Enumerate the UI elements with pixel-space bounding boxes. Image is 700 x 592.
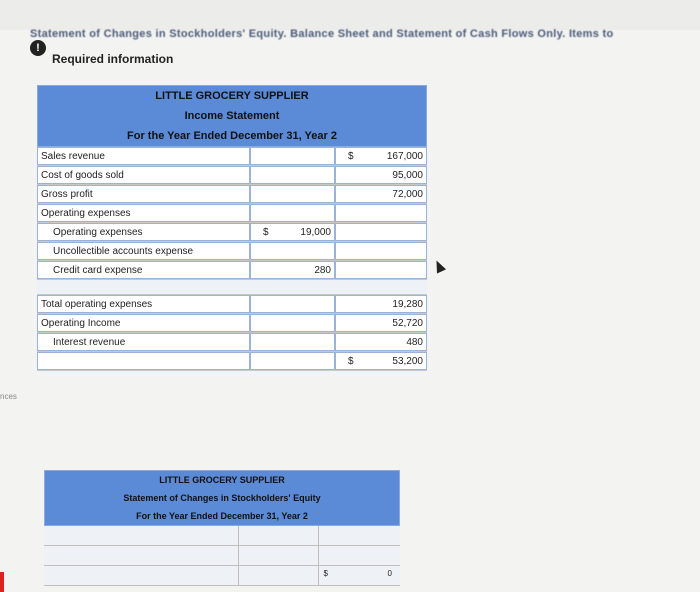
equity-cell[interactable] xyxy=(319,526,400,545)
table-row xyxy=(37,242,427,261)
info-icon: ! xyxy=(30,40,46,56)
row-label[interactable]: Sales revenue xyxy=(37,147,250,165)
amount-cell-1[interactable] xyxy=(250,352,335,370)
amount-cell-2[interactable] xyxy=(335,166,427,184)
sidebar-text: nces xyxy=(0,392,17,401)
row-label[interactable]: Operating Income xyxy=(37,314,250,332)
amount-cell-1[interactable] xyxy=(250,185,335,203)
amount-value-2: 19,280 xyxy=(392,299,423,310)
amount-cell-1[interactable] xyxy=(250,147,335,165)
equity-row xyxy=(44,566,400,586)
income-statement xyxy=(37,85,427,371)
equity-statement-period: For the Year Ended December 31, Year 2 xyxy=(136,511,308,521)
table-row xyxy=(37,166,427,185)
amount-value-2: 53,200 xyxy=(392,356,423,367)
company-name: LITTLE GROCERY SUPPLIER xyxy=(155,90,309,102)
income-statement-header xyxy=(37,85,427,147)
amount-value-2: 480 xyxy=(406,337,423,348)
tab-strip[interactable]: Statement of Changes in Stockholders' Equity. Balance Sheet and Statement of Cash Flows Only. Items to xyxy=(30,28,614,40)
table-row xyxy=(37,295,427,314)
amount-cell-2[interactable] xyxy=(335,333,427,351)
statement-title: Income Statement xyxy=(184,110,280,122)
amount-cell-1[interactable] xyxy=(250,333,335,351)
table-row xyxy=(37,352,427,371)
statement-period: For the Year Ended December 31, Year 2 xyxy=(127,130,337,142)
amount-cell-2[interactable] xyxy=(335,204,427,222)
equity-row xyxy=(44,526,400,546)
equity-statement-header xyxy=(44,470,400,526)
amount-cell-2[interactable] xyxy=(335,261,427,279)
table-row xyxy=(37,223,427,242)
row-label[interactable]: Credit card expense xyxy=(37,261,250,279)
equity-cell[interactable] xyxy=(239,566,320,585)
amount-cell-2[interactable] xyxy=(335,185,427,203)
red-indicator xyxy=(0,572,4,592)
amount-cell-2[interactable] xyxy=(335,242,427,260)
equity-cell[interactable] xyxy=(239,546,320,565)
amount-cell-1[interactable] xyxy=(250,204,335,222)
equity-row xyxy=(44,546,400,566)
row-label[interactable]: Total operating expenses xyxy=(37,295,250,313)
mouse-cursor-icon xyxy=(432,258,446,273)
spacer-row xyxy=(37,280,427,295)
amount-cell-2[interactable] xyxy=(335,223,427,241)
amount-cell-1[interactable] xyxy=(250,223,335,241)
equity-zero: 0 xyxy=(387,569,392,578)
equity-cell[interactable] xyxy=(319,546,400,565)
required-information-label: Required information xyxy=(52,52,174,66)
equity-cell[interactable] xyxy=(44,566,239,585)
equity-company-name: LITTLE GROCERY SUPPLIER xyxy=(159,475,285,485)
row-label[interactable]: Interest revenue xyxy=(37,333,250,351)
dollar-sign: $ xyxy=(263,227,269,238)
amount-cell-2[interactable] xyxy=(335,295,427,313)
equity-dollar: $ xyxy=(323,569,328,578)
table-row xyxy=(37,314,427,333)
table-row xyxy=(37,185,427,204)
table-row xyxy=(37,261,427,280)
row-label[interactable]: Cost of goods sold xyxy=(37,166,250,184)
amount-cell-1[interactable] xyxy=(250,295,335,313)
amount-cell-1[interactable] xyxy=(250,261,335,279)
top-bar xyxy=(0,0,700,30)
amount-cell-1[interactable] xyxy=(250,314,335,332)
row-label[interactable]: Uncollectible accounts expense xyxy=(37,242,250,260)
equity-statement xyxy=(44,470,400,586)
table-row xyxy=(37,333,427,352)
amount-cell-1[interactable] xyxy=(250,166,335,184)
row-label[interactable]: Gross profit xyxy=(37,185,250,203)
amount-value-2: 167,000 xyxy=(386,151,423,162)
dollar-sign: $ xyxy=(348,356,354,367)
amount-value-2: 95,000 xyxy=(392,170,423,181)
row-label[interactable]: Operating expenses xyxy=(37,223,250,241)
dollar-sign: $ xyxy=(348,151,354,162)
equity-cell[interactable] xyxy=(44,546,239,565)
amount-value-2: 72,000 xyxy=(392,189,423,200)
amount-cell-1[interactable] xyxy=(250,242,335,260)
table-row xyxy=(37,204,427,223)
equity-cell[interactable] xyxy=(239,526,320,545)
table-row xyxy=(37,147,427,166)
income-statement-rows xyxy=(37,147,427,371)
amount-value-1: 280 xyxy=(314,265,331,276)
equity-statement-title: Statement of Changes in Stockholders' Equity xyxy=(123,493,321,503)
row-label[interactable] xyxy=(37,352,250,370)
amount-value-2: 52,720 xyxy=(392,318,423,329)
amount-cell-2[interactable] xyxy=(335,352,427,370)
amount-cell-2[interactable] xyxy=(335,147,427,165)
row-label[interactable]: Operating expenses xyxy=(37,204,250,222)
amount-value-1: 19,000 xyxy=(300,227,331,238)
equity-cell[interactable] xyxy=(44,526,239,545)
equity-cell[interactable] xyxy=(319,566,400,585)
amount-cell-2[interactable] xyxy=(335,314,427,332)
